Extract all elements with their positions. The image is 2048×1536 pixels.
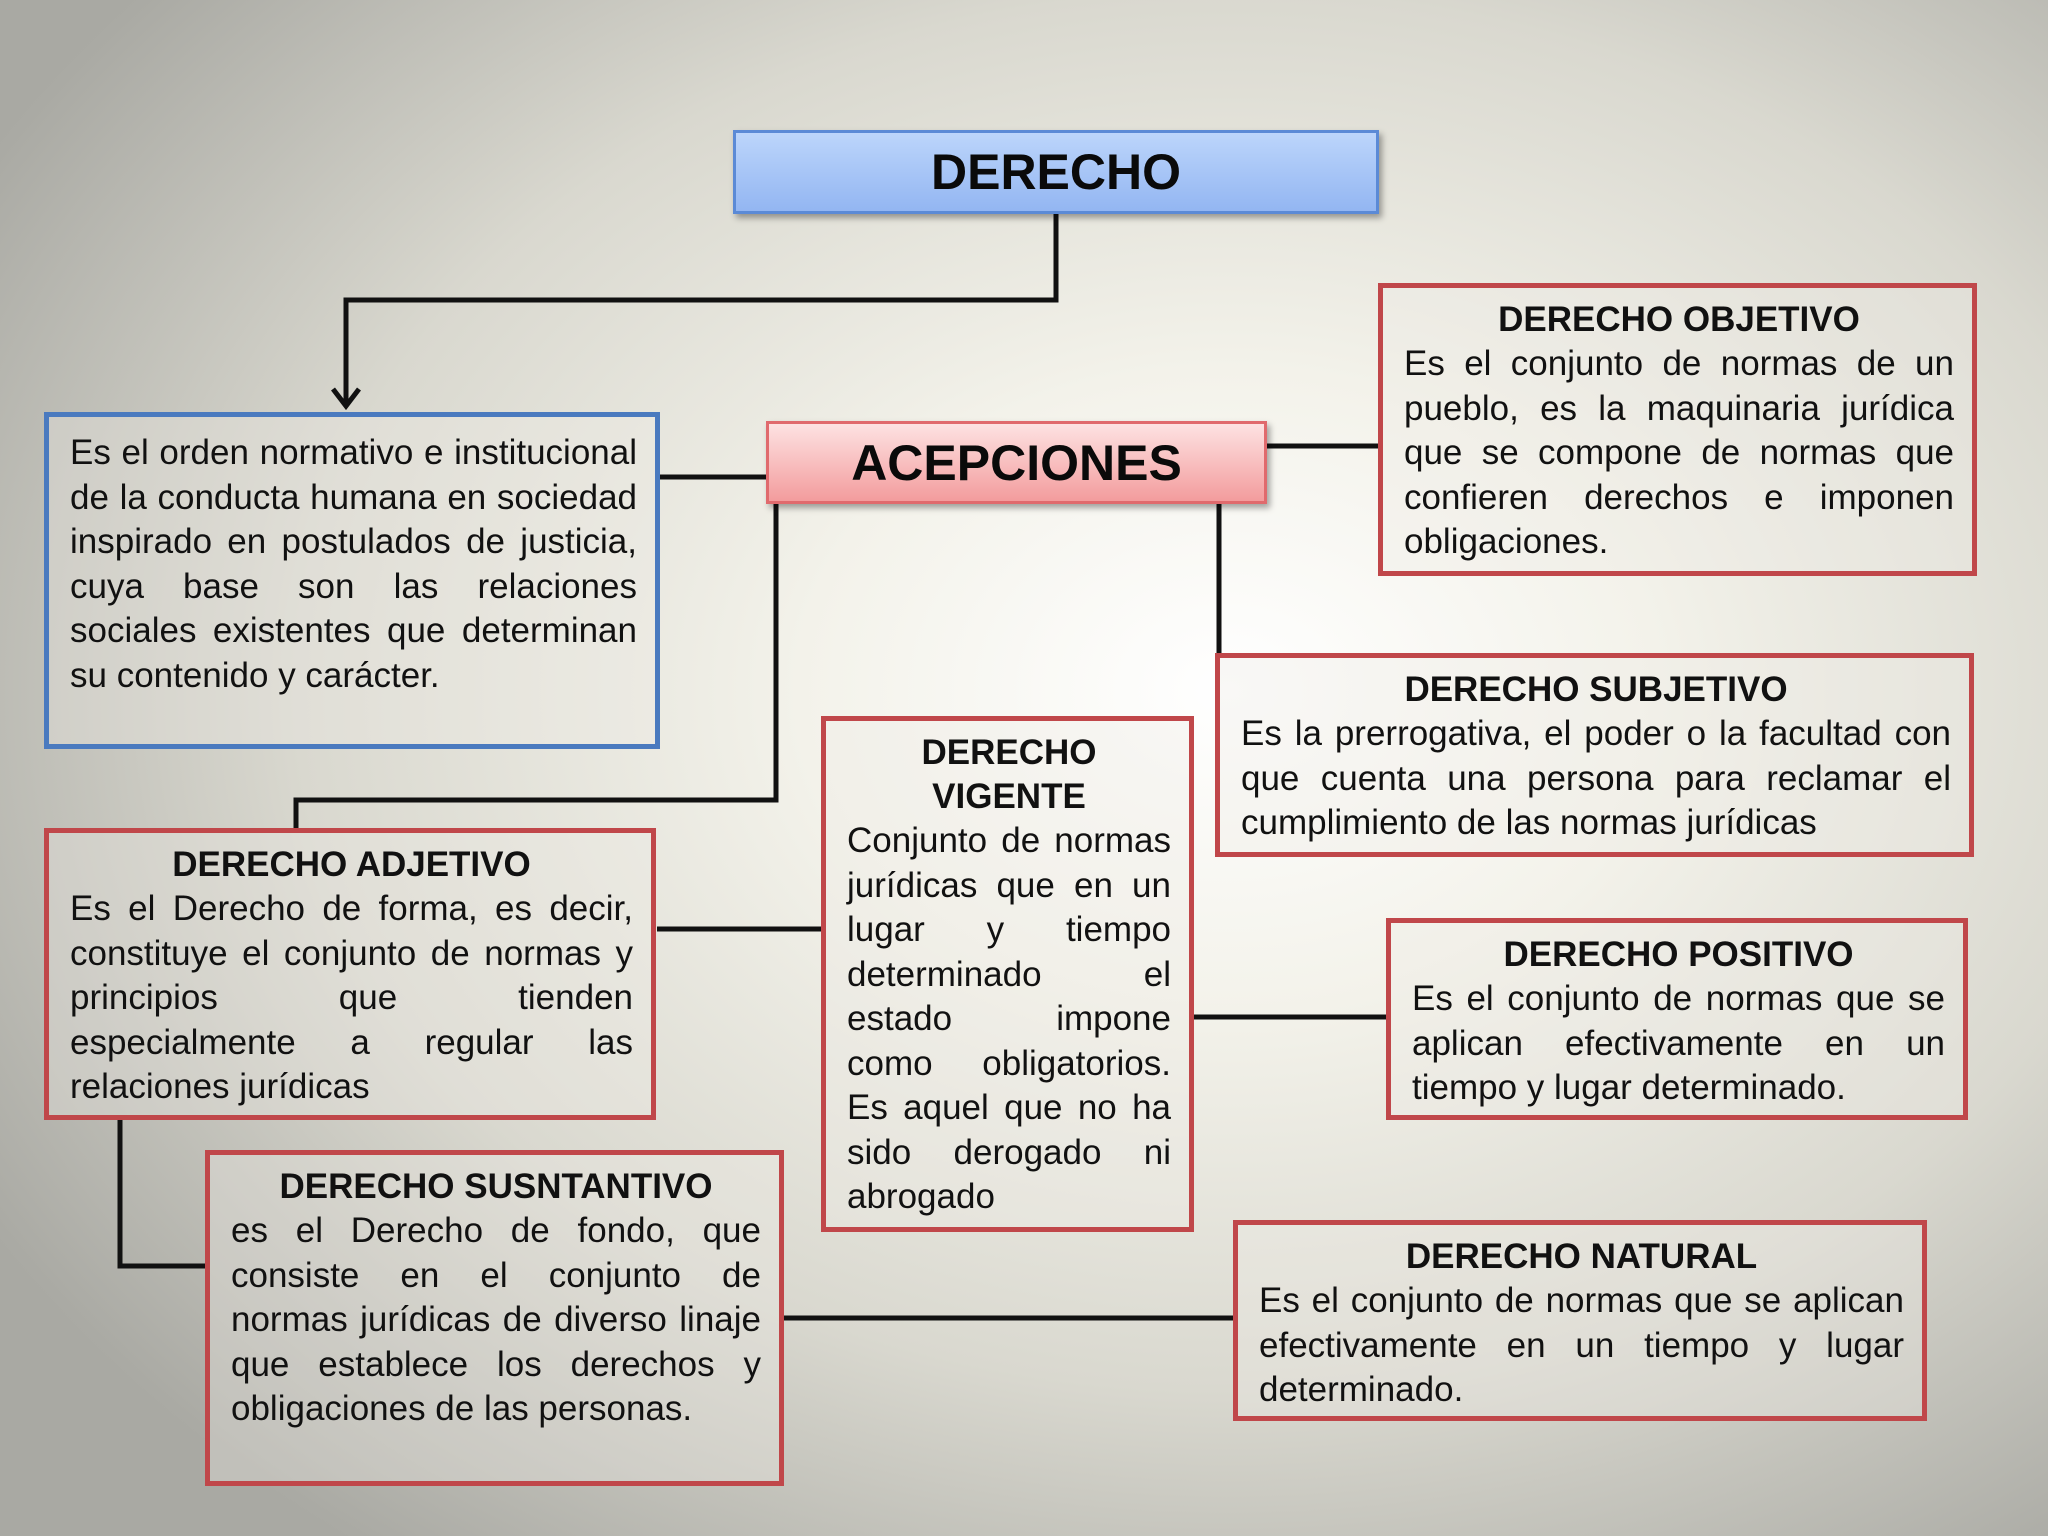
definition-text: Es el orden normativo e institucional de la conducta humana en sociedad inspirado en postulados de justicia, cuya base son las relaciones sociales existentes que determinan su contenido y carácter. — [70, 433, 637, 695]
derecho-subjetivo-box — [1215, 653, 1974, 857]
derecho-title: DERECHO — [930, 144, 1182, 200]
derecho-positivo-text: Es el conjunto de normas que se aplican efectivamente en un tiempo y lugar determinado. — [1412, 979, 1945, 1107]
derecho-positivo-title: DERECHO POSITIVO — [1503, 935, 1854, 974]
derecho-subjetivo-title: DERECHO SUBJETIVO — [1404, 670, 1788, 709]
derecho-adjetivo-text: Es el Derecho de forma, es decir, constituye el conjunto de normas y principios que tienden especialmente a regular las relaciones jurídicas — [70, 889, 633, 1106]
derecho-susntantivo-text: es el Derecho de fondo, que consiste en el conjunto de normas jurídicas de diverso linaje que establece los derechos y obligaciones de las personas. — [231, 1211, 761, 1428]
definition-box — [44, 412, 660, 749]
derecho-natural-text: Es el conjunto de normas que se aplican efectivamente en un tiempo y lugar determinado. — [1259, 1281, 1904, 1409]
derecho-vigente-title-line1: DERECHO — [921, 733, 1097, 772]
derecho-adjetivo-box — [44, 828, 656, 1120]
derecho-objetivo-text: Es el conjunto de normas de un pueblo, es la maquinaria jurídica que se compone de normas que confieren derechos e imponen obligaciones. — [1404, 344, 1954, 561]
derecho-objetivo-box — [1378, 283, 1977, 576]
derecho-adjetivo-title: DERECHO ADJETIVO — [172, 845, 531, 884]
derecho-objetivo-title: DERECHO OBJETIVO — [1498, 300, 1860, 339]
arrow-head — [333, 389, 359, 406]
derecho-title-box — [733, 130, 1379, 214]
acepciones-title: ACEPCIONES — [851, 434, 1182, 491]
arrow-derecho-to-definition — [346, 214, 1056, 403]
derecho-susntantivo-box — [205, 1150, 784, 1486]
derecho-natural-title: DERECHO NATURAL — [1405, 1237, 1758, 1276]
line-adjetivo-to-susntantivo — [120, 1118, 205, 1266]
derecho-subjetivo-text: Es la prerrogativa, el poder o la facultad con que cuenta una persona para reclamar el cumplimiento de las normas jurídicas — [1241, 714, 1951, 842]
derecho-vigente-box — [821, 716, 1194, 1232]
derecho-susntantivo-title: DERECHO SUSNTANTIVO — [279, 1167, 713, 1206]
derecho-natural-box — [1233, 1220, 1927, 1421]
derecho-positivo-box — [1386, 918, 1968, 1120]
derecho-vigente-title-line2: VIGENTE — [932, 777, 1086, 816]
derecho-vigente-text: Conjunto de normas jurídicas que en un lugar y tiempo determinado el estado impone como obligatorios. Es aquel que no ha sido derogado ni abrogado — [847, 821, 1171, 1216]
acepciones-title-box — [766, 421, 1267, 504]
